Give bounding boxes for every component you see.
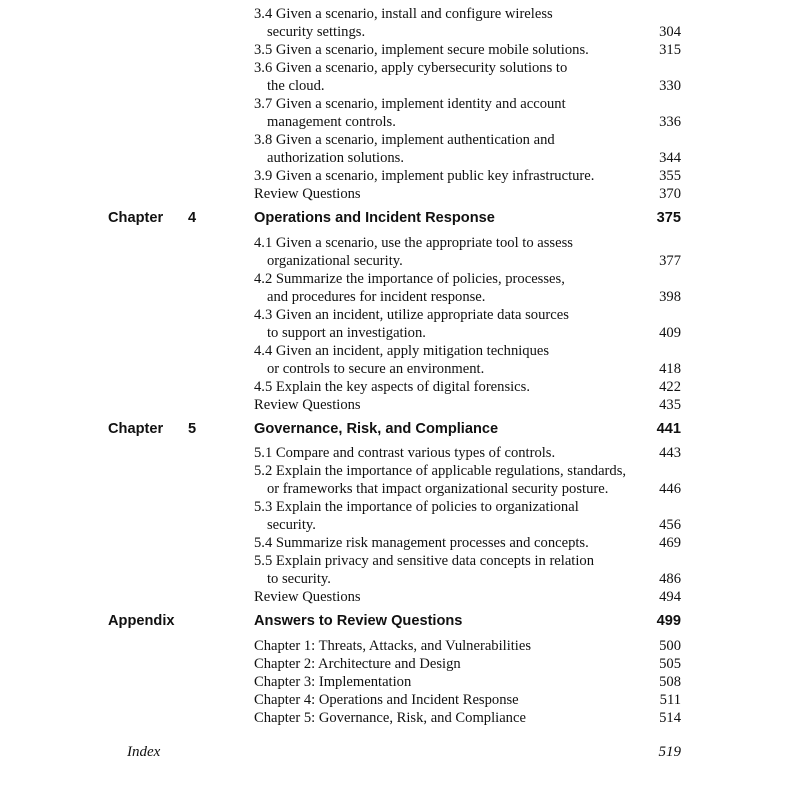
toc-page-number: 456 <box>659 517 681 533</box>
toc-entry-line: Review Questions <box>254 589 361 605</box>
index-label: Index <box>127 744 161 760</box>
toc-page-number: 511 <box>659 692 681 708</box>
toc-entry-line: Chapter 2: Architecture and Design <box>254 656 461 672</box>
toc-page-number: 494 <box>659 589 681 605</box>
toc-page-number: 344 <box>659 150 681 166</box>
appendix-label: Appendix <box>108 613 175 629</box>
toc-page-number: 377 <box>659 253 681 269</box>
toc-page-number: 500 <box>659 638 681 654</box>
toc-entry-line: 3.7 Given a scenario, implement identity and account <box>254 96 566 112</box>
chapter-page-number: 375 <box>656 210 681 226</box>
chapter-title: Governance, Risk, and Compliance <box>254 421 499 437</box>
toc-page-number: 469 <box>659 535 681 551</box>
toc-page-number: 336 <box>659 114 681 130</box>
toc-entry-line: 5.4 Summarize risk management processes and concepts. <box>254 535 589 551</box>
toc-entry-line: 4.1 Given a scenario, use the appropriate tool to assess <box>254 235 573 251</box>
toc-entry-line: Chapter 4: Operations and Incident Response <box>254 692 519 708</box>
toc-page-number: 370 <box>659 186 681 202</box>
toc-entry-line: Chapter 1: Threats, Attacks, and Vulnerabilities <box>254 638 532 654</box>
toc-page-number: 409 <box>659 325 681 341</box>
toc-page-number: 355 <box>659 168 681 184</box>
toc-page-number: 508 <box>659 674 681 690</box>
toc-entry-line: or controls to secure an environment. <box>267 361 485 377</box>
toc-entry-line: to support an investigation. <box>267 325 426 341</box>
toc-page-number: 398 <box>659 289 681 305</box>
toc-page-number: 422 <box>659 379 681 395</box>
toc-page-number: 418 <box>659 361 681 377</box>
toc-entry-line: the cloud. <box>267 78 325 94</box>
toc-entry-line: 3.8 Given a scenario, implement authentication and <box>254 132 555 148</box>
toc-entry-line: 3.6 Given a scenario, apply cybersecurity solutions to <box>254 60 568 76</box>
toc-entry-line: 3.5 Given a scenario, implement secure mobile solutions. <box>254 42 589 58</box>
toc-entry-line: Review Questions <box>254 397 361 413</box>
toc-page-number: 514 <box>659 710 681 726</box>
toc-entry-line: 5.2 Explain the importance of applicable regulations, standards, <box>254 463 627 479</box>
toc-entry-line: 4.5 Explain the key aspects of digital forensics. <box>254 379 530 395</box>
toc-page-number: 486 <box>659 571 681 587</box>
toc-page-number: 446 <box>659 481 681 497</box>
toc-entry-line: Chapter 3: Implementation <box>254 674 412 690</box>
toc-entry-line: Review Questions <box>254 186 361 202</box>
toc-entry-line: and procedures for incident response. <box>267 289 486 305</box>
toc-page-number: 330 <box>659 78 681 94</box>
toc-entry-line: authorization solutions. <box>267 150 405 166</box>
chapter-number: 4 <box>188 210 197 226</box>
toc-entry-line: or frameworks that impact organizational security posture. <box>267 481 609 497</box>
chapter-label: Chapter <box>108 421 164 437</box>
toc-entry-line: to security. <box>267 571 331 587</box>
toc-page-number: 443 <box>659 445 681 461</box>
chapter-label: Chapter <box>108 210 164 226</box>
toc-page-number: 304 <box>659 24 681 40</box>
toc-entry-line: 5.5 Explain privacy and sensitive data concepts in relation <box>254 553 595 569</box>
toc-page-number: 315 <box>659 42 681 58</box>
index-page-number: 519 <box>658 744 681 760</box>
toc-entry-line: security. <box>267 517 316 533</box>
toc-page-number: 435 <box>659 397 681 413</box>
toc-entry-line: organizational security. <box>267 253 403 269</box>
chapter-title: Operations and Incident Response <box>254 210 495 226</box>
toc-entry-line: security settings. <box>267 24 366 40</box>
toc-entry-line: 4.4 Given an incident, apply mitigation techniques <box>254 343 550 359</box>
toc-entry-line: management controls. <box>267 114 396 130</box>
toc-entry-line: 5.1 Compare and contrast various types of controls. <box>254 445 556 461</box>
chapter-number: 5 <box>188 421 197 437</box>
toc-entry-line: 5.3 Explain the importance of policies to organizational <box>254 499 579 515</box>
appendix-page-number: 499 <box>656 613 681 629</box>
chapter-page-number: 441 <box>656 421 681 437</box>
appendix-title: Answers to Review Questions <box>254 613 463 629</box>
toc-entry-line: 3.4 Given a scenario, install and configure wireless <box>254 6 553 22</box>
toc-page-number: 505 <box>659 656 681 672</box>
toc-entry-line: 4.2 Summarize the importance of policies, processes, <box>254 271 565 287</box>
toc-entry-line: 4.3 Given an incident, utilize appropriate data sources <box>254 307 569 323</box>
toc-entry-line: Chapter 5: Governance, Risk, and Compliance <box>254 710 526 726</box>
toc-entry-line: 3.9 Given a scenario, implement public key infrastructure. <box>254 168 595 184</box>
